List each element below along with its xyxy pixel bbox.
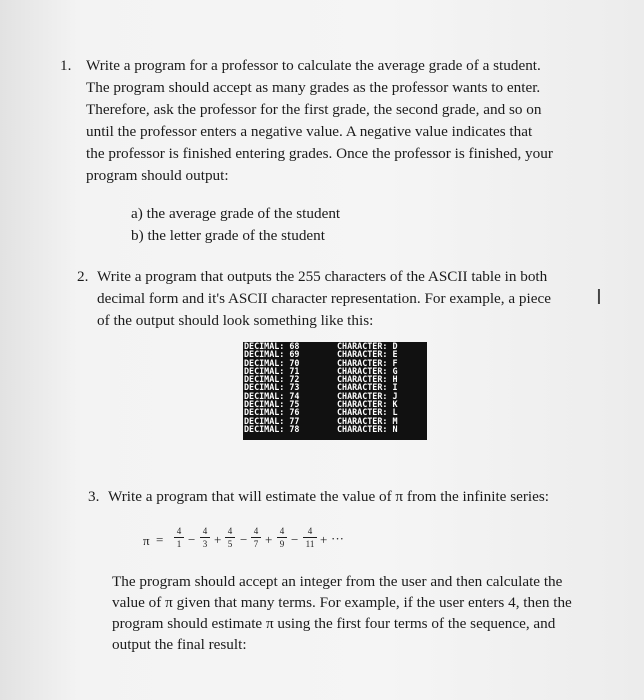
ascii-row — [244, 425, 426, 433]
decimal-cell: DECIMAL: 70 — [244, 358, 300, 367]
question-1-number: 1. — [60, 57, 72, 74]
operator: − — [188, 532, 196, 547]
text-cursor-icon: I — [596, 285, 602, 309]
question-1-line-3: Therefore, ask the professor for the first grade, the second grade, and so on — [86, 101, 542, 118]
decimal-cell: DECIMAL: 69 — [244, 350, 300, 359]
ascii-output-screenshot — [243, 342, 427, 440]
character-cell: CHARACTER: L — [337, 408, 398, 417]
decimal-cell: DECIMAL: 78 — [244, 424, 300, 434]
question-3-line-5: output the final result: — [112, 636, 247, 653]
question-1-line-5: the professor is finished entering grades. Once the professor is finished, your — [86, 145, 553, 162]
ascii-row — [244, 350, 426, 358]
ascii-row — [244, 375, 426, 383]
question-2-line-2: decimal form and it's ASCII character representation. For example, a piece — [97, 290, 551, 307]
series-term — [303, 526, 317, 549]
numerator: 4 — [227, 526, 233, 536]
series-term — [200, 526, 210, 549]
pi-symbol: π — [143, 533, 150, 548]
question-2-line-3: of the output should look something like this: — [97, 312, 374, 329]
question-1-line-1: Write a program for a professor to calculate the average grade of a student. — [86, 57, 541, 74]
denominator: 3 — [202, 539, 208, 549]
numerator: 4 — [176, 526, 182, 536]
denominator: 11 — [305, 539, 315, 549]
decimal-cell: DECIMAL: 76 — [244, 408, 300, 417]
ascii-row — [244, 342, 426, 350]
question-3-line-4: program should estimate π using the first four terms of the sequence, and — [112, 615, 556, 632]
series-term — [277, 526, 287, 549]
numerator: 4 — [253, 526, 259, 536]
operator: + — [265, 532, 273, 547]
question-1-item-b: b) the letter grade of the student — [131, 227, 325, 244]
denominator: 9 — [279, 539, 285, 549]
ascii-row — [244, 367, 426, 375]
denominator: 7 — [253, 539, 259, 549]
denominator: 1 — [176, 539, 182, 549]
ascii-row — [244, 383, 426, 391]
decimal-cell: DECIMAL: 74 — [244, 391, 300, 401]
series-term — [225, 526, 235, 549]
question-2-number: 2. — [77, 268, 89, 285]
ascii-row — [244, 408, 426, 416]
character-cell: CHARACTER: G — [337, 366, 398, 376]
operator: + — [214, 532, 222, 547]
character-cell: CHARACTER: H — [337, 375, 398, 384]
series-term — [174, 526, 184, 549]
character-cell: CHARACTER: K — [337, 400, 398, 409]
numerator: 4 — [307, 526, 313, 536]
operator: + — [320, 532, 328, 547]
character-cell: CHARACTER: M — [337, 416, 398, 425]
question-1-line-2: The program should accept as many grades as the professor wants to enter. — [86, 79, 541, 96]
character-cell: CHARACTER: N — [337, 424, 398, 434]
question-1-item-a: a) the average grade of the student — [131, 205, 341, 222]
ascii-row — [244, 433, 426, 441]
denominator: 5 — [227, 539, 233, 549]
character-cell: CHARACTER: E — [337, 350, 398, 359]
question-1-line-4: until the professor enters a negative value. A negative value indicates that — [86, 123, 533, 140]
operator: − — [291, 532, 299, 547]
decimal-cell — [244, 433, 337, 441]
decimal-cell: DECIMAL: 73 — [244, 383, 300, 392]
question-3-line-2: The program should accept an integer from the user and then calculate the — [112, 573, 563, 590]
question-3-line-1: Write a program that will estimate the value of π from the infinite series: — [108, 488, 550, 505]
character-cell: CHARACTER: D — [337, 342, 398, 351]
ascii-row — [244, 359, 426, 367]
pi-series-formula — [143, 522, 383, 562]
decimal-cell: DECIMAL: 72 — [244, 375, 300, 384]
decimal-cell: DECIMAL: 75 — [244, 400, 300, 409]
decimal-cell: DECIMAL: 71 — [244, 366, 300, 376]
question-1-line-6: program should output: — [86, 167, 229, 184]
character-cell: CHARACTER: I — [337, 383, 398, 392]
question-2-line-1: Write a program that outputs the 255 characters of the ASCII table in both — [97, 268, 548, 285]
numerator: 4 — [279, 526, 285, 536]
decimal-cell: DECIMAL: 68 — [244, 342, 300, 351]
character-cell — [337, 433, 425, 441]
ascii-row — [244, 392, 426, 400]
character-cell: CHARACTER: J — [337, 391, 398, 401]
series-term — [251, 526, 261, 549]
ellipsis: ··· — [331, 531, 344, 546]
question-3-line-3: value of π given that many terms. For example, if the user enters 4, then the — [112, 594, 572, 611]
numerator: 4 — [202, 526, 208, 536]
operator: − — [240, 532, 248, 547]
ascii-row — [244, 400, 426, 408]
decimal-cell: DECIMAL: 77 — [244, 416, 300, 425]
ascii-row — [244, 417, 426, 425]
equals-sign: = — [156, 532, 164, 547]
character-cell: CHARACTER: F — [337, 358, 398, 367]
question-3-number: 3. — [88, 488, 100, 505]
